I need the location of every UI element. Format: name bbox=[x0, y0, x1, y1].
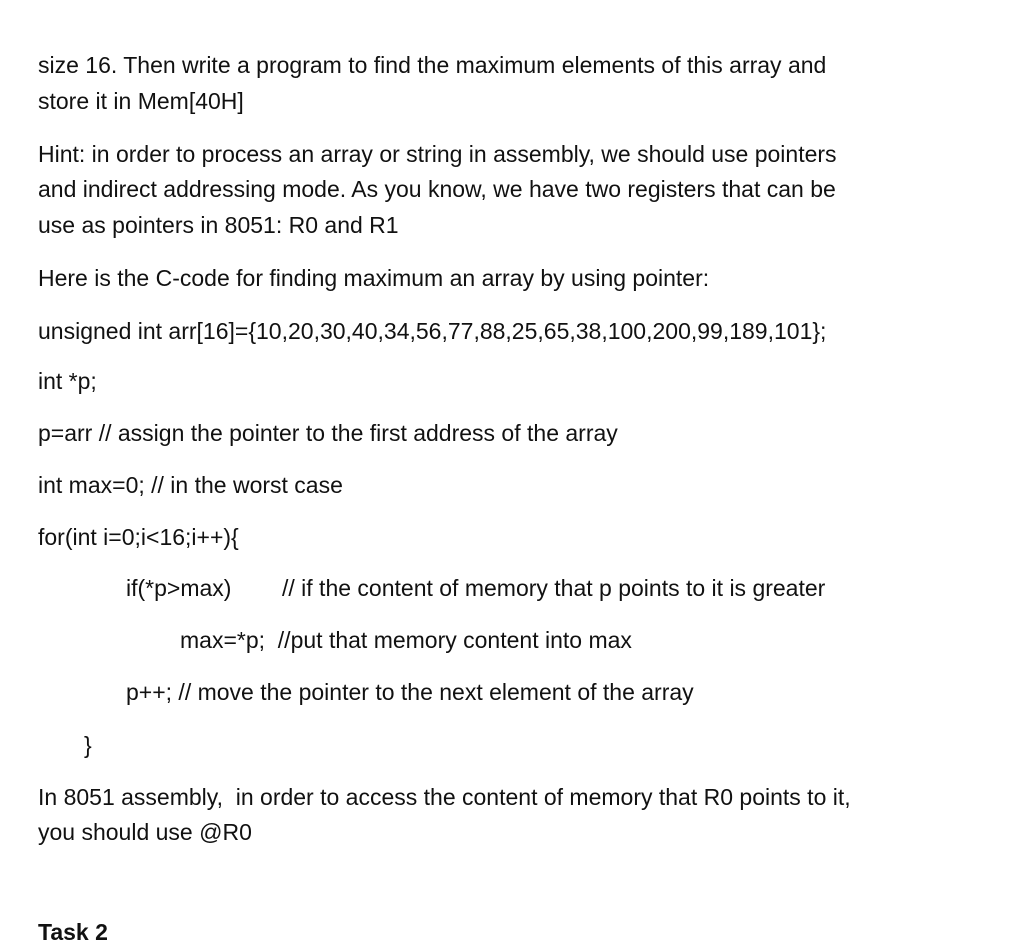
code-pointer-declaration: int *p; bbox=[38, 368, 97, 394]
hint-line-1: Hint: in order to process an array or string in assembly, we should use pointers bbox=[38, 141, 837, 167]
code-if-condition: if(*p>max) bbox=[126, 575, 232, 601]
cutoff-heading: Task 2 bbox=[38, 919, 108, 945]
code-max-init: int max=0; // in the worst case bbox=[38, 472, 343, 498]
code-pointer-assignment: p=arr // assign the pointer to the first address of the array bbox=[38, 420, 618, 446]
hint-line-3: use as pointers in 8051: R0 and R1 bbox=[38, 212, 399, 238]
assembly-note-line-2: you should use @R0 bbox=[38, 819, 252, 845]
ccode-intro: Here is the C-code for finding maximum an array by using pointer: bbox=[38, 265, 710, 291]
code-if-comment: // if the content of memory that p points to it is greater bbox=[282, 575, 826, 601]
paragraph-intro-line-2: store it in Mem[40H] bbox=[38, 88, 244, 114]
paragraph-intro-line-1: size 16. Then write a program to find the maximum elements of this array and bbox=[38, 52, 827, 78]
assembly-note-line-1: In 8051 assembly, in order to access the content of memory that R0 points to it, bbox=[38, 784, 851, 810]
code-pointer-increment: p++; // move the pointer to the next element of the array bbox=[126, 679, 694, 705]
code-array-declaration: unsigned int arr[16]={10,20,30,40,34,56,77,88,25,65,38,100,200,99,189,101}; bbox=[38, 318, 827, 344]
hint-line-2: and indirect addressing mode. As you know, we have two registers that can be bbox=[38, 176, 836, 202]
code-max-assign: max=*p; //put that memory content into max bbox=[180, 627, 632, 653]
code-for-loop: for(int i=0;i<16;i++){ bbox=[38, 524, 239, 550]
code-closing-brace: } bbox=[84, 732, 92, 758]
